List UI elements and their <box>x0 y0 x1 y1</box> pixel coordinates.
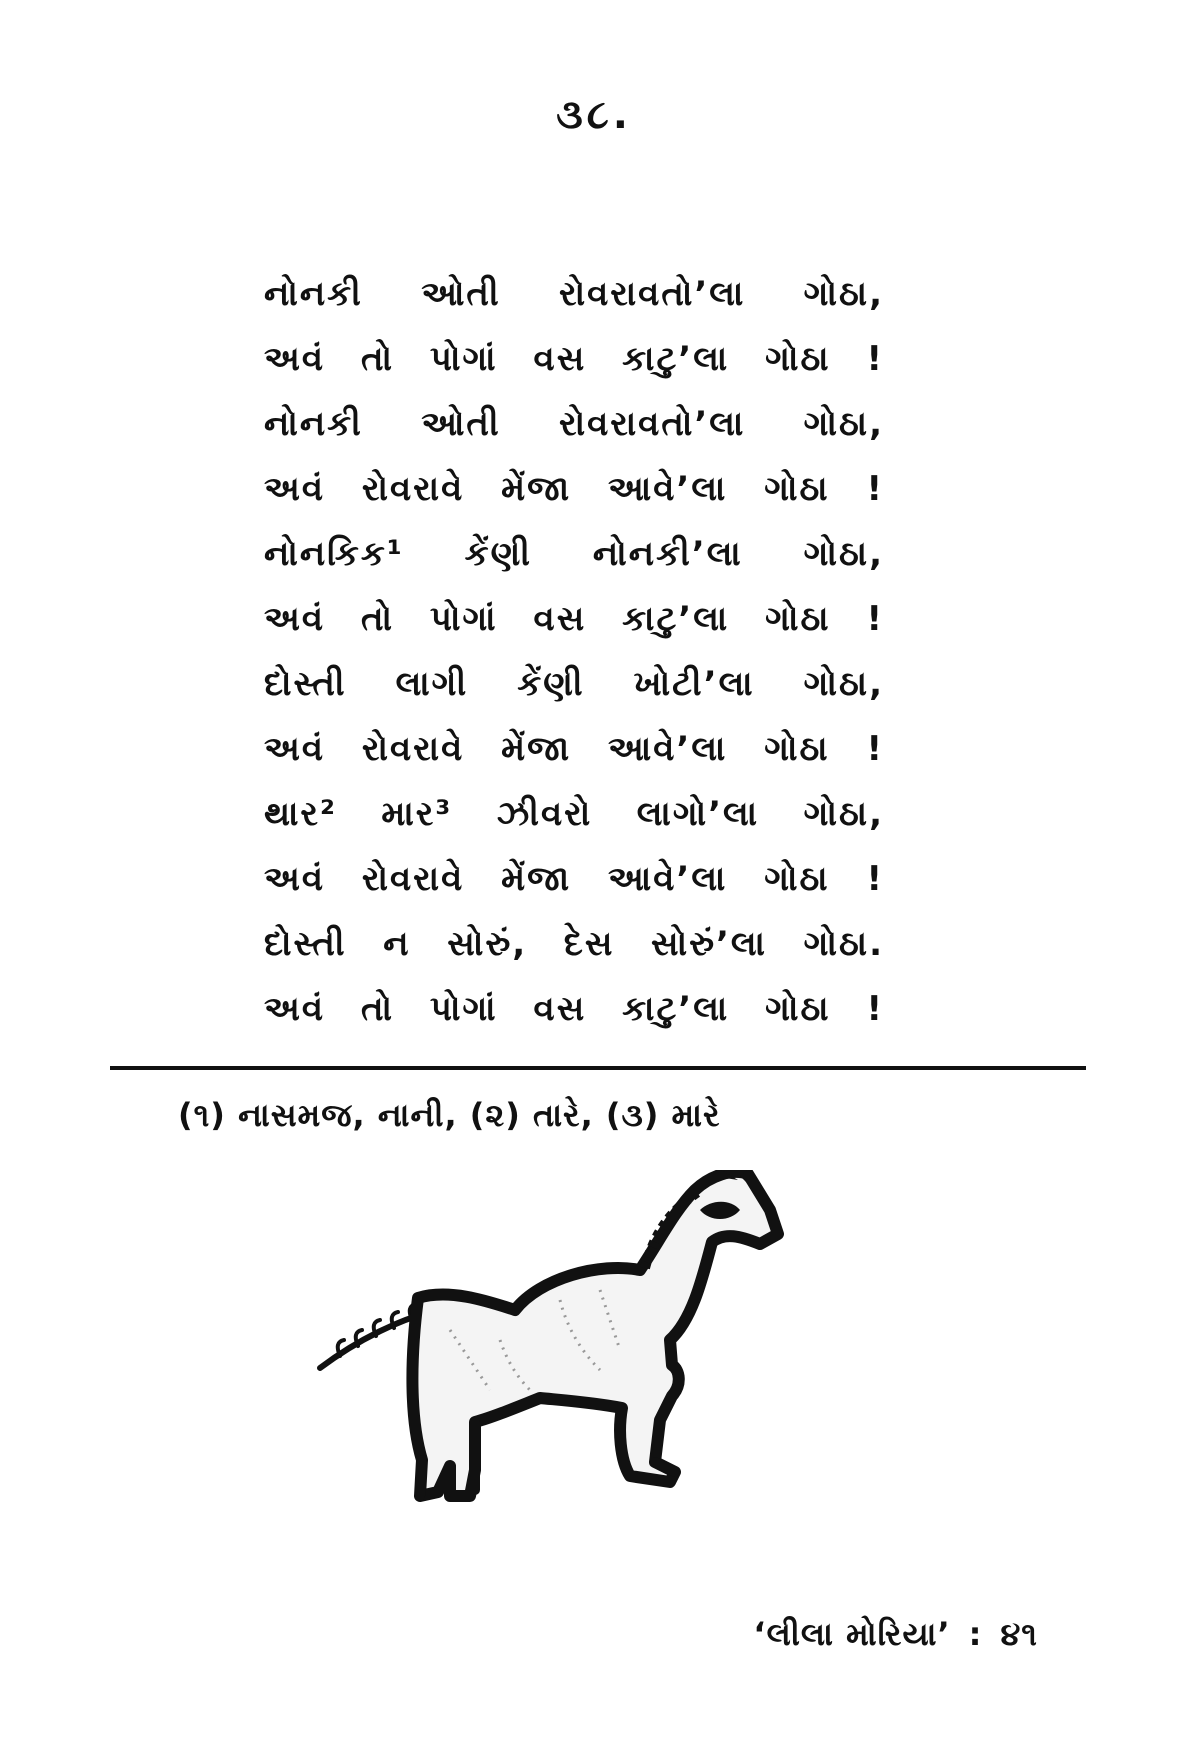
horse-illustration <box>300 1170 880 1510</box>
poem-line-3: નોનકી ઓતી રોવરાવતો’લા ગોઠા, <box>264 404 884 444</box>
book-title: ‘લીલા મોરિયા’ <box>753 1615 951 1653</box>
footer-separator: : <box>968 1615 983 1653</box>
poem-line-10: અવં રોવરાવે મેંજા આવે’લા ગોઠા ! <box>264 859 884 899</box>
poem-line-12: અવં તો પોગાં વસ કાટુ’લા ગોઠા ! <box>264 989 884 1029</box>
footnote-divider <box>110 1066 1086 1070</box>
page-footer <box>753 1615 1038 1654</box>
poem-line-1: નોનકી ઓતી રોવરાવતો’લા ગોઠા, <box>264 274 884 314</box>
footnote: (૧) નાસમજ, નાની, (૨) તારે, (૩) મારે <box>178 1096 721 1134</box>
poem-line-8: અવં રોવરાવે મેંજા આવે’લા ગોઠા ! <box>264 729 884 769</box>
poem-line-4: અવં રોવરાવે મેંજા આવે’લા ગોઠા ! <box>264 469 884 509</box>
song-number: ૩૮. <box>556 92 632 138</box>
poem-line-6: અવં તો પોગાં વસ કાટુ’લા ગોઠા ! <box>264 599 884 639</box>
horse-body <box>412 1172 778 1496</box>
poem-line-5: નોનકિક¹ કેંણી નોનકી’લા ગોઠા, <box>264 534 884 574</box>
poem-line-2: અવં તો પોગાં વસ કાટુ’લા ગોઠા ! <box>264 339 884 379</box>
poem-line-7: દોસ્તી લાગી કેંણી ખોટી’લા ગોઠા, <box>264 664 884 704</box>
page-number: ૪૧ <box>1000 1615 1038 1653</box>
poem-line-11: દોસ્તી ન સોરું, દેસ સોરું’લા ગોઠા. <box>264 924 884 964</box>
poem-line-9: થાર² માર³ ઝીવરો લાગો’લા ગોઠા, <box>264 794 884 834</box>
poem <box>264 262 884 1042</box>
